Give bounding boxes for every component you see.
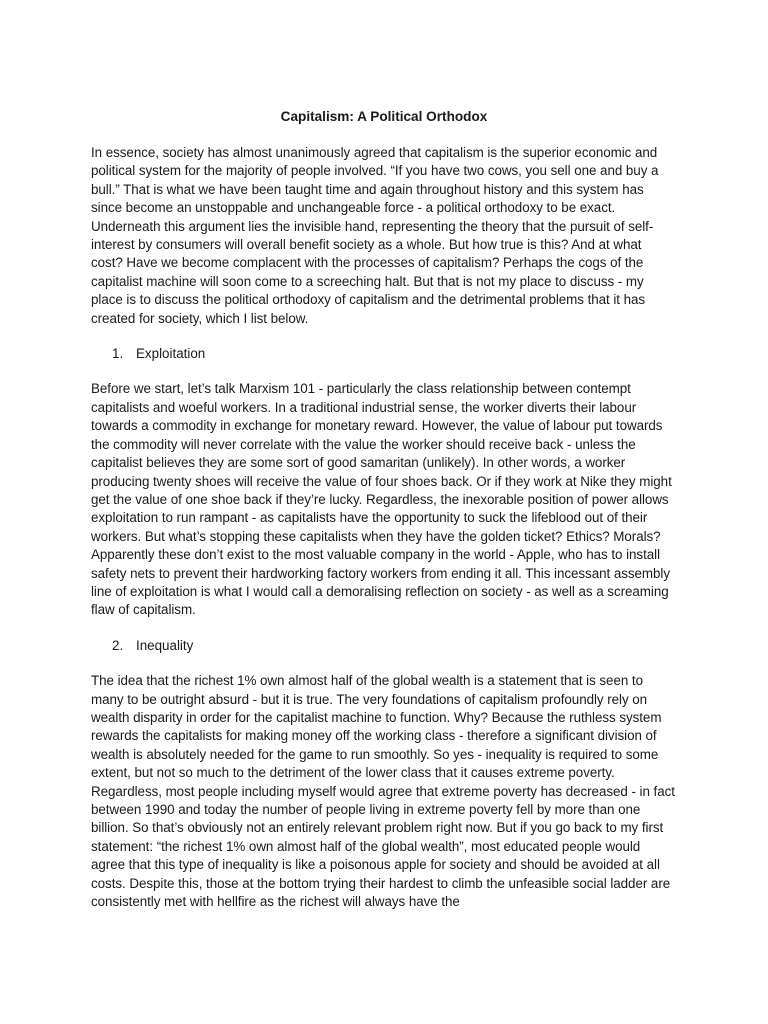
section-heading-exploitation xyxy=(91,345,676,363)
list-number: 1. xyxy=(112,346,124,362)
section-heading-inequality xyxy=(91,637,676,655)
document-title: Capitalism: A Political Orthodox xyxy=(280,109,488,124)
exploitation-paragraph: Before we start, let’s talk Marxism 101 - particularly the class relationship between contempt capitalists and woeful workers. In a traditional industrial sense, the worker diverts their labour towards a commodity in exchange for monetary reward. However, the value of labour put towards the commodity will never correlate with the value the worker should receive back - unless the capitalist believes they are some sort of good samaritan (unlikely). In other words, a worker producing twenty shoes will receive the value of four shoes back. Or if they work at Nike they might get the value of one shoe back if they’re lucky. Regardless, the inexorable position of power allows exploitation to run rampant - as capitalists have the opportunity to suck the lifeblood out of their workers. But what’s stopping these capitalists when they have the golden ticket? Ethics? Morals? Apparently these don’t exist to the most valuable company in the world - Apple, who has to install safety nets to prevent their hardworking factory workers from ending it all. This incessant assembly line of exploitation is what I would call a demoralising reflection on society - as well as a screaming flaw of capitalism. xyxy=(91,381,672,618)
list-number: 2. xyxy=(112,637,124,653)
list-heading-text: Exploitation xyxy=(136,346,206,362)
intro-paragraph: In essence, society has almost unanimously agreed that capitalism is the superior economic and political system for the majority of people involved. “If you have two cows, you sell one and buy a bull.” That is what we have been taught time and again throughout history and this system has since become an unstoppable and unchangeable force - a political orthodoxy to be exact. Underneath this argument lies the invisible hand, representing the theory that the pursuit of self-interest by consumers will overall benefit society as a whole. But how true is this? And at what cost? Have we become complacent with the processes of capitalism? Perhaps the cogs of the capitalist machine will soon come to a screeching halt. But that is not my place to discuss - my place is to discuss the political orthodoxy of capitalism and the detrimental problems that it has created for society, which I list below. xyxy=(91,145,659,326)
inequality-paragraph: The idea that the richest 1% own almost half of the global wealth is a statement that is seen to many to be outright absurd - but it is true. The very foundations of capitalism profoundly rely on wealth disparity in order for the capitalist machine to function. Why? Because the ruthless system rewards the capitalists for making money off the working class - therefore a significant division of wealth is absolutely needed for the game to run smoothly. So yes - inequality is required to some extent, but not so much to the detriment of the lower class that it causes extreme poverty. Regardless, most people including myself would agree that extreme poverty has decreased - in fact between 1990 and today the number of people living in extreme poverty fell by more than one billion. So that’s obviously not an entirely relevant problem right now. But if you go back to my first statement: “the richest 1% own almost half of the global wealth”, most educated people would agree that this type of inequality is like a poisonous apple for society and should be avoided at all costs. Despite this, those at the bottom trying their hardest to climb the unfeasible social ladder are consistently met with hellfire as the richest will always have the xyxy=(91,673,675,910)
list-heading-text: Inequality xyxy=(136,637,194,653)
